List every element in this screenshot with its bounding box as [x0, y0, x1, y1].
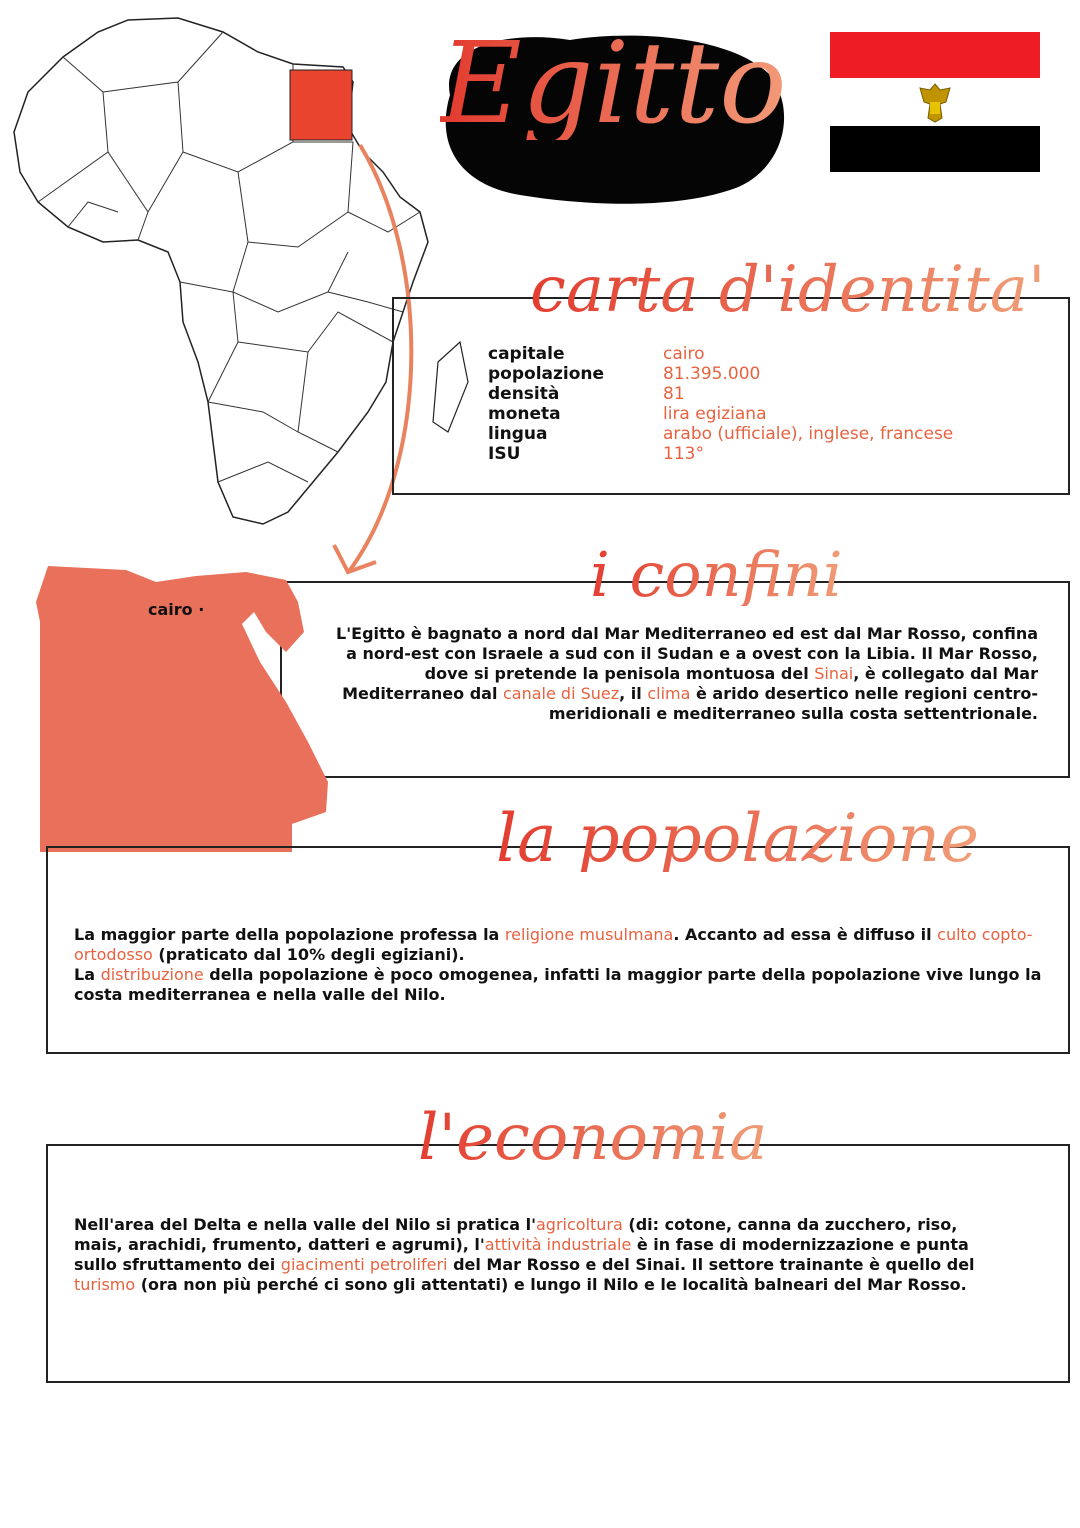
identity-row: moneta lira egiziana	[488, 404, 767, 424]
economia-heading: l'economia	[406, 1106, 779, 1170]
cairo-label: cairo ·	[148, 600, 205, 619]
identity-row: capitale cairo	[488, 344, 705, 364]
identity-row: lingua arabo (ufficiale), inglese, francese	[488, 424, 954, 444]
identity-row: ISU 113°	[488, 444, 704, 464]
egypt-flag	[830, 32, 1040, 172]
identity-heading: carta d'identita'	[518, 258, 1058, 322]
page-title: Egitto	[440, 19, 787, 149]
confini-heading: i confini	[578, 544, 855, 606]
eagle-icon	[918, 80, 952, 124]
identity-row: popolazione 81.395.000	[488, 364, 761, 384]
identity-table	[488, 344, 953, 464]
egypt-highlight	[290, 70, 352, 140]
popolazione-heading: la popolazione	[484, 806, 991, 872]
identity-row: densità 81	[488, 384, 685, 404]
economia-text: Nell'area del Delta e nella valle del Nilo si pratica l'agricoltura (di: cotone, canna da zucchero, riso, mais, arachidi, frumento, datteri e agrumi), l'attività industriale è in fase di modernizzazione e punta sullo sfruttamento dei giacimenti petroliferi del Mar Rosso e del Sinai. Il settore trainante è quello del turismo (ora non più perché ci sono gli attentati) e lungo il Nilo e le località balneari del Mar Rosso.	[74, 1215, 975, 1294]
confini-text: L'Egitto è bagnato a nord dal Mar Mediterraneo ed est dal Mar Rosso, confina a nord-est con Israele a sud con il Sudan e a ovest con la Libia. Il Mar Rosso, dove si pretende la penisola montuosa del Sinai, è collegato dal Mar Mediterraneo dal canale di Suez, il clima è arido desertico nelle regioni centro-meridionali e mediterraneo sulla costa settentrionale.	[336, 624, 1038, 723]
popolazione-text: La maggior parte della popolazione professa la religione musulmana. Accanto ad essa è diffuso il culto copto-ortodosso (praticato dal 10% degli egiziani). La distribuzione della popolazione è poco omogenea, infatti la maggior parte della popolazione vive lungo la costa mediterranea e nella valle del Nilo.	[74, 925, 1042, 1004]
